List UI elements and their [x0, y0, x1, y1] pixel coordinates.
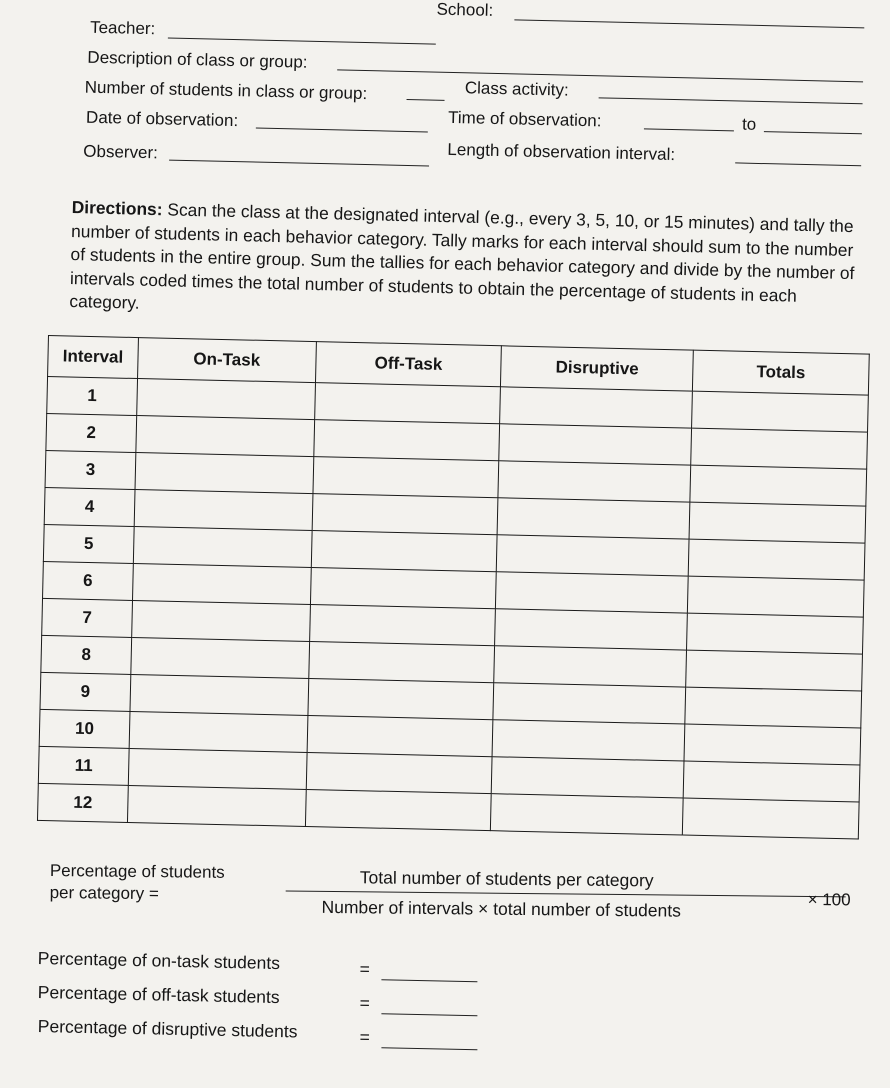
off-task-cell[interactable] — [308, 642, 495, 683]
teacher-label: Teacher: — [89, 17, 156, 39]
to-label: to — [741, 114, 757, 134]
on-task-cell[interactable] — [134, 490, 313, 531]
disruptive-cell[interactable] — [495, 609, 688, 650]
equals-sign: = — [359, 992, 371, 1013]
disruptive-cell[interactable] — [492, 720, 685, 761]
totals-cell[interactable] — [689, 502, 866, 543]
school-label: School: — [436, 0, 494, 20]
teacher-field[interactable] — [168, 38, 436, 45]
interval-number: 1 — [47, 377, 138, 416]
class-activity-label: Class activity: — [464, 78, 569, 100]
directions-heading: Directions: — [71, 196, 163, 220]
on-task-cell[interactable] — [130, 674, 309, 715]
interval-number: 4 — [44, 487, 135, 526]
time-start-field[interactable] — [644, 128, 734, 131]
disruptive-percentage-field[interactable] — [381, 1047, 477, 1050]
disruptive-percentage-label: Percentage of disruptive students — [37, 1016, 298, 1042]
formula-left-line1: Percentage of students — [49, 861, 225, 882]
off-task-percentage-field[interactable] — [381, 1013, 477, 1016]
off-task-percentage-label: Percentage of off-task students — [37, 982, 280, 1008]
header-on-task: On-Task — [137, 338, 316, 383]
interval-number: 7 — [42, 598, 133, 637]
disruptive-cell[interactable] — [498, 461, 691, 502]
table-body — [37, 377, 868, 840]
on-task-cell[interactable] — [136, 416, 315, 457]
disruptive-cell[interactable] — [497, 535, 690, 576]
length-label: Length of observation interval: — [447, 139, 676, 165]
totals-cell[interactable] — [688, 539, 865, 580]
interval-number: 6 — [43, 561, 134, 600]
on-task-cell[interactable] — [132, 600, 311, 641]
on-task-cell[interactable] — [133, 527, 312, 568]
date-field[interactable] — [256, 128, 428, 133]
formula-multiplier: × 100 — [807, 889, 851, 910]
disruptive-cell[interactable] — [492, 757, 685, 798]
totals-cell[interactable] — [688, 576, 865, 617]
totals-cell[interactable] — [690, 465, 867, 506]
on-task-cell[interactable] — [129, 711, 308, 752]
on-task-percentage-label: Percentage of on-task students — [37, 948, 281, 974]
num-students-label: Number of students in class or group: — [84, 77, 368, 104]
time-label: Time of observation: — [447, 107, 602, 131]
description-field[interactable] — [337, 69, 863, 82]
on-task-cell[interactable] — [131, 637, 310, 678]
percentage-formula — [47, 860, 868, 939]
formula-left — [50, 860, 225, 906]
interval-number: 3 — [45, 450, 136, 489]
off-task-cell[interactable] — [305, 789, 492, 830]
interval-number: 11 — [38, 746, 129, 785]
on-task-cell[interactable] — [137, 379, 316, 420]
interval-number: 8 — [41, 635, 132, 674]
num-students-field[interactable] — [407, 99, 445, 101]
off-task-cell[interactable] — [311, 531, 498, 572]
off-task-cell[interactable] — [306, 752, 493, 793]
disruptive-cell[interactable] — [491, 794, 684, 835]
directions-paragraph — [69, 196, 862, 333]
interval-number: 9 — [40, 672, 131, 711]
on-task-percentage-field[interactable] — [381, 979, 477, 982]
fraction-bar — [286, 890, 846, 897]
header-interval: Interval — [48, 336, 139, 379]
disruptive-cell[interactable] — [493, 683, 686, 724]
observation-table — [37, 335, 870, 840]
interval-number: 12 — [37, 783, 128, 822]
off-task-cell[interactable] — [312, 494, 499, 535]
formula-numerator: Total number of students per category — [359, 867, 654, 891]
disruptive-cell[interactable] — [494, 646, 687, 687]
on-task-cell[interactable] — [127, 785, 306, 826]
off-task-cell[interactable] — [313, 420, 500, 461]
observer-label: Observer: — [83, 141, 159, 163]
off-task-cell[interactable] — [308, 678, 495, 719]
length-field[interactable] — [735, 162, 861, 166]
interval-number: 5 — [43, 524, 134, 563]
disruptive-cell[interactable] — [496, 572, 689, 613]
totals-cell[interactable] — [684, 724, 861, 765]
off-task-cell[interactable] — [313, 457, 500, 498]
totals-cell[interactable] — [691, 428, 868, 469]
interval-number: 10 — [39, 709, 130, 748]
directions-text: Scan the class at the designated interval (e.g., every 3, 5, 10, or 15 minutes) and tally the number of students in each behavior category. Tally marks for each interval should sum to the number of students in the entire group. Sum the tallies for each behavior category and divide by the number of intervals coded times the total number of students to obtain the percentage of students in each category. — [69, 199, 855, 313]
disruptive-cell[interactable] — [500, 387, 693, 428]
off-task-cell[interactable] — [307, 715, 494, 756]
on-task-cell[interactable] — [135, 453, 314, 494]
on-task-cell[interactable] — [132, 563, 311, 604]
formula-left-line2: per category = — [49, 883, 159, 904]
totals-cell[interactable] — [685, 687, 862, 728]
on-task-cell[interactable] — [128, 748, 307, 789]
date-label: Date of observation: — [85, 107, 239, 131]
off-task-cell[interactable] — [314, 383, 501, 424]
header-off-task: Off-Task — [315, 342, 502, 387]
school-field[interactable] — [514, 19, 864, 28]
class-activity-field[interactable] — [599, 97, 863, 104]
observer-field[interactable] — [169, 160, 429, 167]
equals-sign: = — [359, 1026, 371, 1047]
totals-cell[interactable] — [683, 761, 860, 802]
header-totals: Totals — [693, 350, 870, 395]
totals-cell[interactable] — [683, 798, 860, 839]
disruptive-cell[interactable] — [497, 498, 690, 539]
description-label: Description of class or group: — [87, 47, 308, 72]
off-task-cell[interactable] — [310, 568, 497, 609]
interval-number: 2 — [46, 413, 137, 452]
time-end-field[interactable] — [764, 131, 862, 134]
formula-denominator: Number of intervals × total number of students — [321, 896, 682, 921]
header-disruptive: Disruptive — [501, 346, 694, 391]
totals-cell[interactable] — [686, 650, 863, 691]
totals-cell[interactable] — [692, 391, 869, 432]
off-task-cell[interactable] — [309, 605, 496, 646]
totals-cell[interactable] — [687, 613, 864, 654]
disruptive-cell[interactable] — [499, 424, 692, 465]
equals-sign: = — [359, 958, 371, 979]
